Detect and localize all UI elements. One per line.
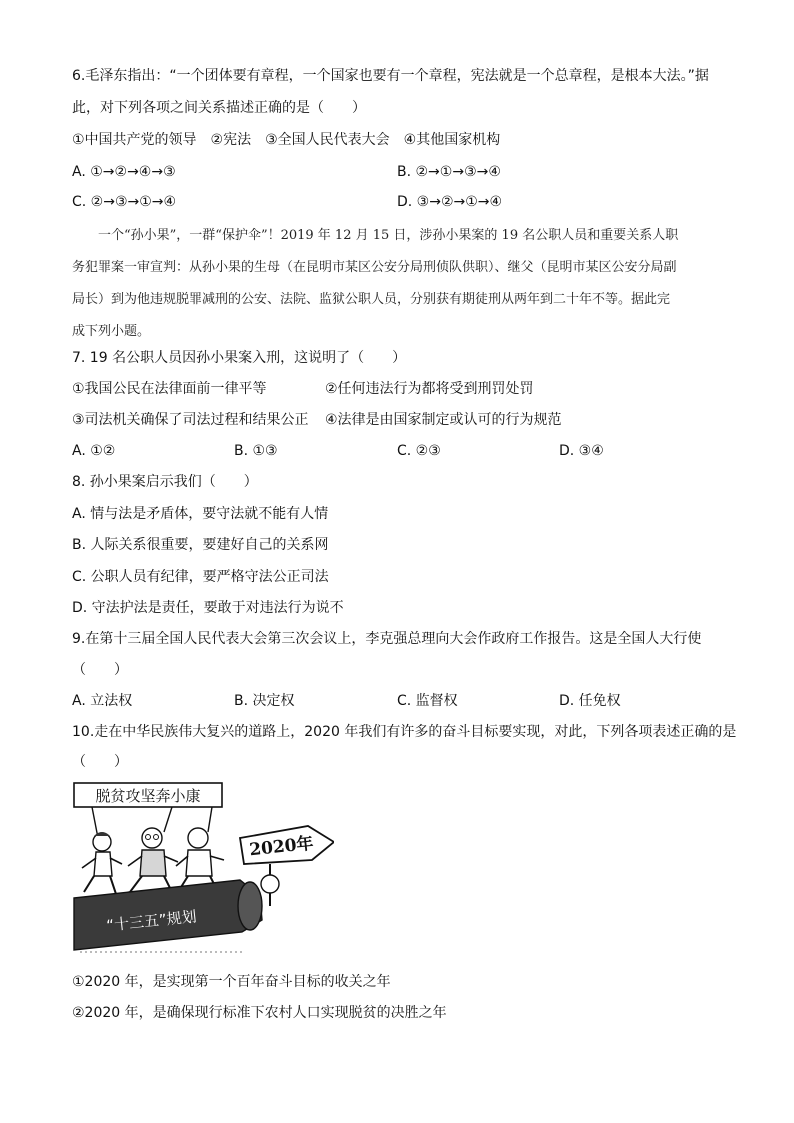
passage-line: 局长）到为他违规脱罪减刑的公安、法院、监狱公职人员，分别获有期徒刑从两年到二十年不等。据此完 <box>72 292 671 307</box>
q9-option-a[interactable]: A. 立法权 <box>72 693 133 709</box>
q10-item-2: ②2020 年，是确保现行标准下农村人口实现脱贫的决胜之年 <box>72 1005 447 1021</box>
passage-line: 一个“孙小果”，一群“保护伞”！2019 年 12 月 15 日，涉孙小果案的 19 名公职人员和重要关系人职 <box>72 228 679 243</box>
q7-stem: 7. 19 名公职人员因孙小果案入刑，这说明了（ ） <box>72 350 407 366</box>
q7-option-d[interactable]: D. ③④ <box>559 443 604 459</box>
reading-passage <box>72 220 724 348</box>
hand-icon <box>261 875 279 893</box>
q9-stem-line2: （ ） <box>72 662 128 678</box>
passage-line: 成下列小题。 <box>72 324 151 339</box>
q8-option-b[interactable]: B. 人际关系很重要，要建好自己的关系网 <box>72 537 329 553</box>
q6-option-a[interactable]: A. ①→②→④→③ <box>72 164 176 180</box>
q8-stem: 8. 孙小果案启示我们（ ） <box>72 474 258 490</box>
q6-stem-line2: 此，对下列各项之间关系描述正确的是（ ） <box>72 100 366 116</box>
q7-item-2: ②任何违法行为都将受到刑罚处罚 <box>325 381 534 397</box>
passage-line: 务犯罪案一审宣判：从孙小果的生母（在昆明市某区公安分局刑侦队供职）、继父（昆明市某区公安分局副 <box>72 260 677 275</box>
q6-option-d[interactable]: D. ③→②→①→④ <box>397 194 503 210</box>
q6-option-b[interactable]: B. ②→①→③→④ <box>397 164 501 180</box>
q7-item-4: ④法律是由国家制定或认可的行为规范 <box>325 412 562 428</box>
q6-option-c[interactable]: C. ②→③→①→④ <box>72 194 177 210</box>
q6-items: ①中国共产党的领导 ②宪法 ③全国人民代表大会 ④其他国家机构 <box>72 132 501 148</box>
q9-stem-line1: 9.在第十三届全国人民代表大会第三次会议上，李克强总理向大会作政府工作报告。这是全国人大行使 <box>72 631 702 647</box>
runner-figure <box>128 828 178 892</box>
banner-text: 脱贫攻坚奔小康 <box>95 787 201 805</box>
q9-option-c[interactable]: C. 监督权 <box>397 693 458 709</box>
q7-item-1: ①我国公民在法律面前一律平等 <box>72 381 267 397</box>
q7-option-c[interactable]: C. ②③ <box>397 443 441 459</box>
q6-stem-line1: 6.毛泽东指出：“一个团体要有章程，一个国家也要有一个章程，宪法就是一个总章程，是根本大法。”据 <box>72 68 709 84</box>
poverty-alleviation-cartoon <box>72 780 334 956</box>
arrow-sign-text: 2020年 <box>248 833 315 861</box>
q9-option-d[interactable]: D. 任免权 <box>559 693 621 709</box>
q7-option-b[interactable]: B. ①③ <box>234 443 278 459</box>
q10-stem-line1: 10.走在中华民族伟大复兴的道路上，2020 年我们有许多的奋斗目标要实现，对此，下列各项表述正确的是 <box>72 724 737 740</box>
q7-option-a[interactable]: A. ①② <box>72 443 116 459</box>
q7-item-3: ③司法机关确保了司法过程和结果公正 <box>72 412 309 428</box>
q8-option-d[interactable]: D. 守法护法是责任，要敢于对违法行为说不 <box>72 600 344 616</box>
q8-option-c[interactable]: C. 公职人员有纪律，要严格守法公正司法 <box>72 569 329 585</box>
q10-item-1: ①2020 年，是实现第一个百年奋斗目标的收关之年 <box>72 974 391 990</box>
runner-figure <box>82 832 122 894</box>
q10-stem-line2: （ ） <box>72 754 128 770</box>
q8-option-a[interactable]: A. 情与法是矛盾体，要守法就不能有人情 <box>72 506 329 522</box>
plan-tube-text: “十三五”规划 <box>105 907 198 935</box>
q9-option-b[interactable]: B. 决定权 <box>234 693 295 709</box>
